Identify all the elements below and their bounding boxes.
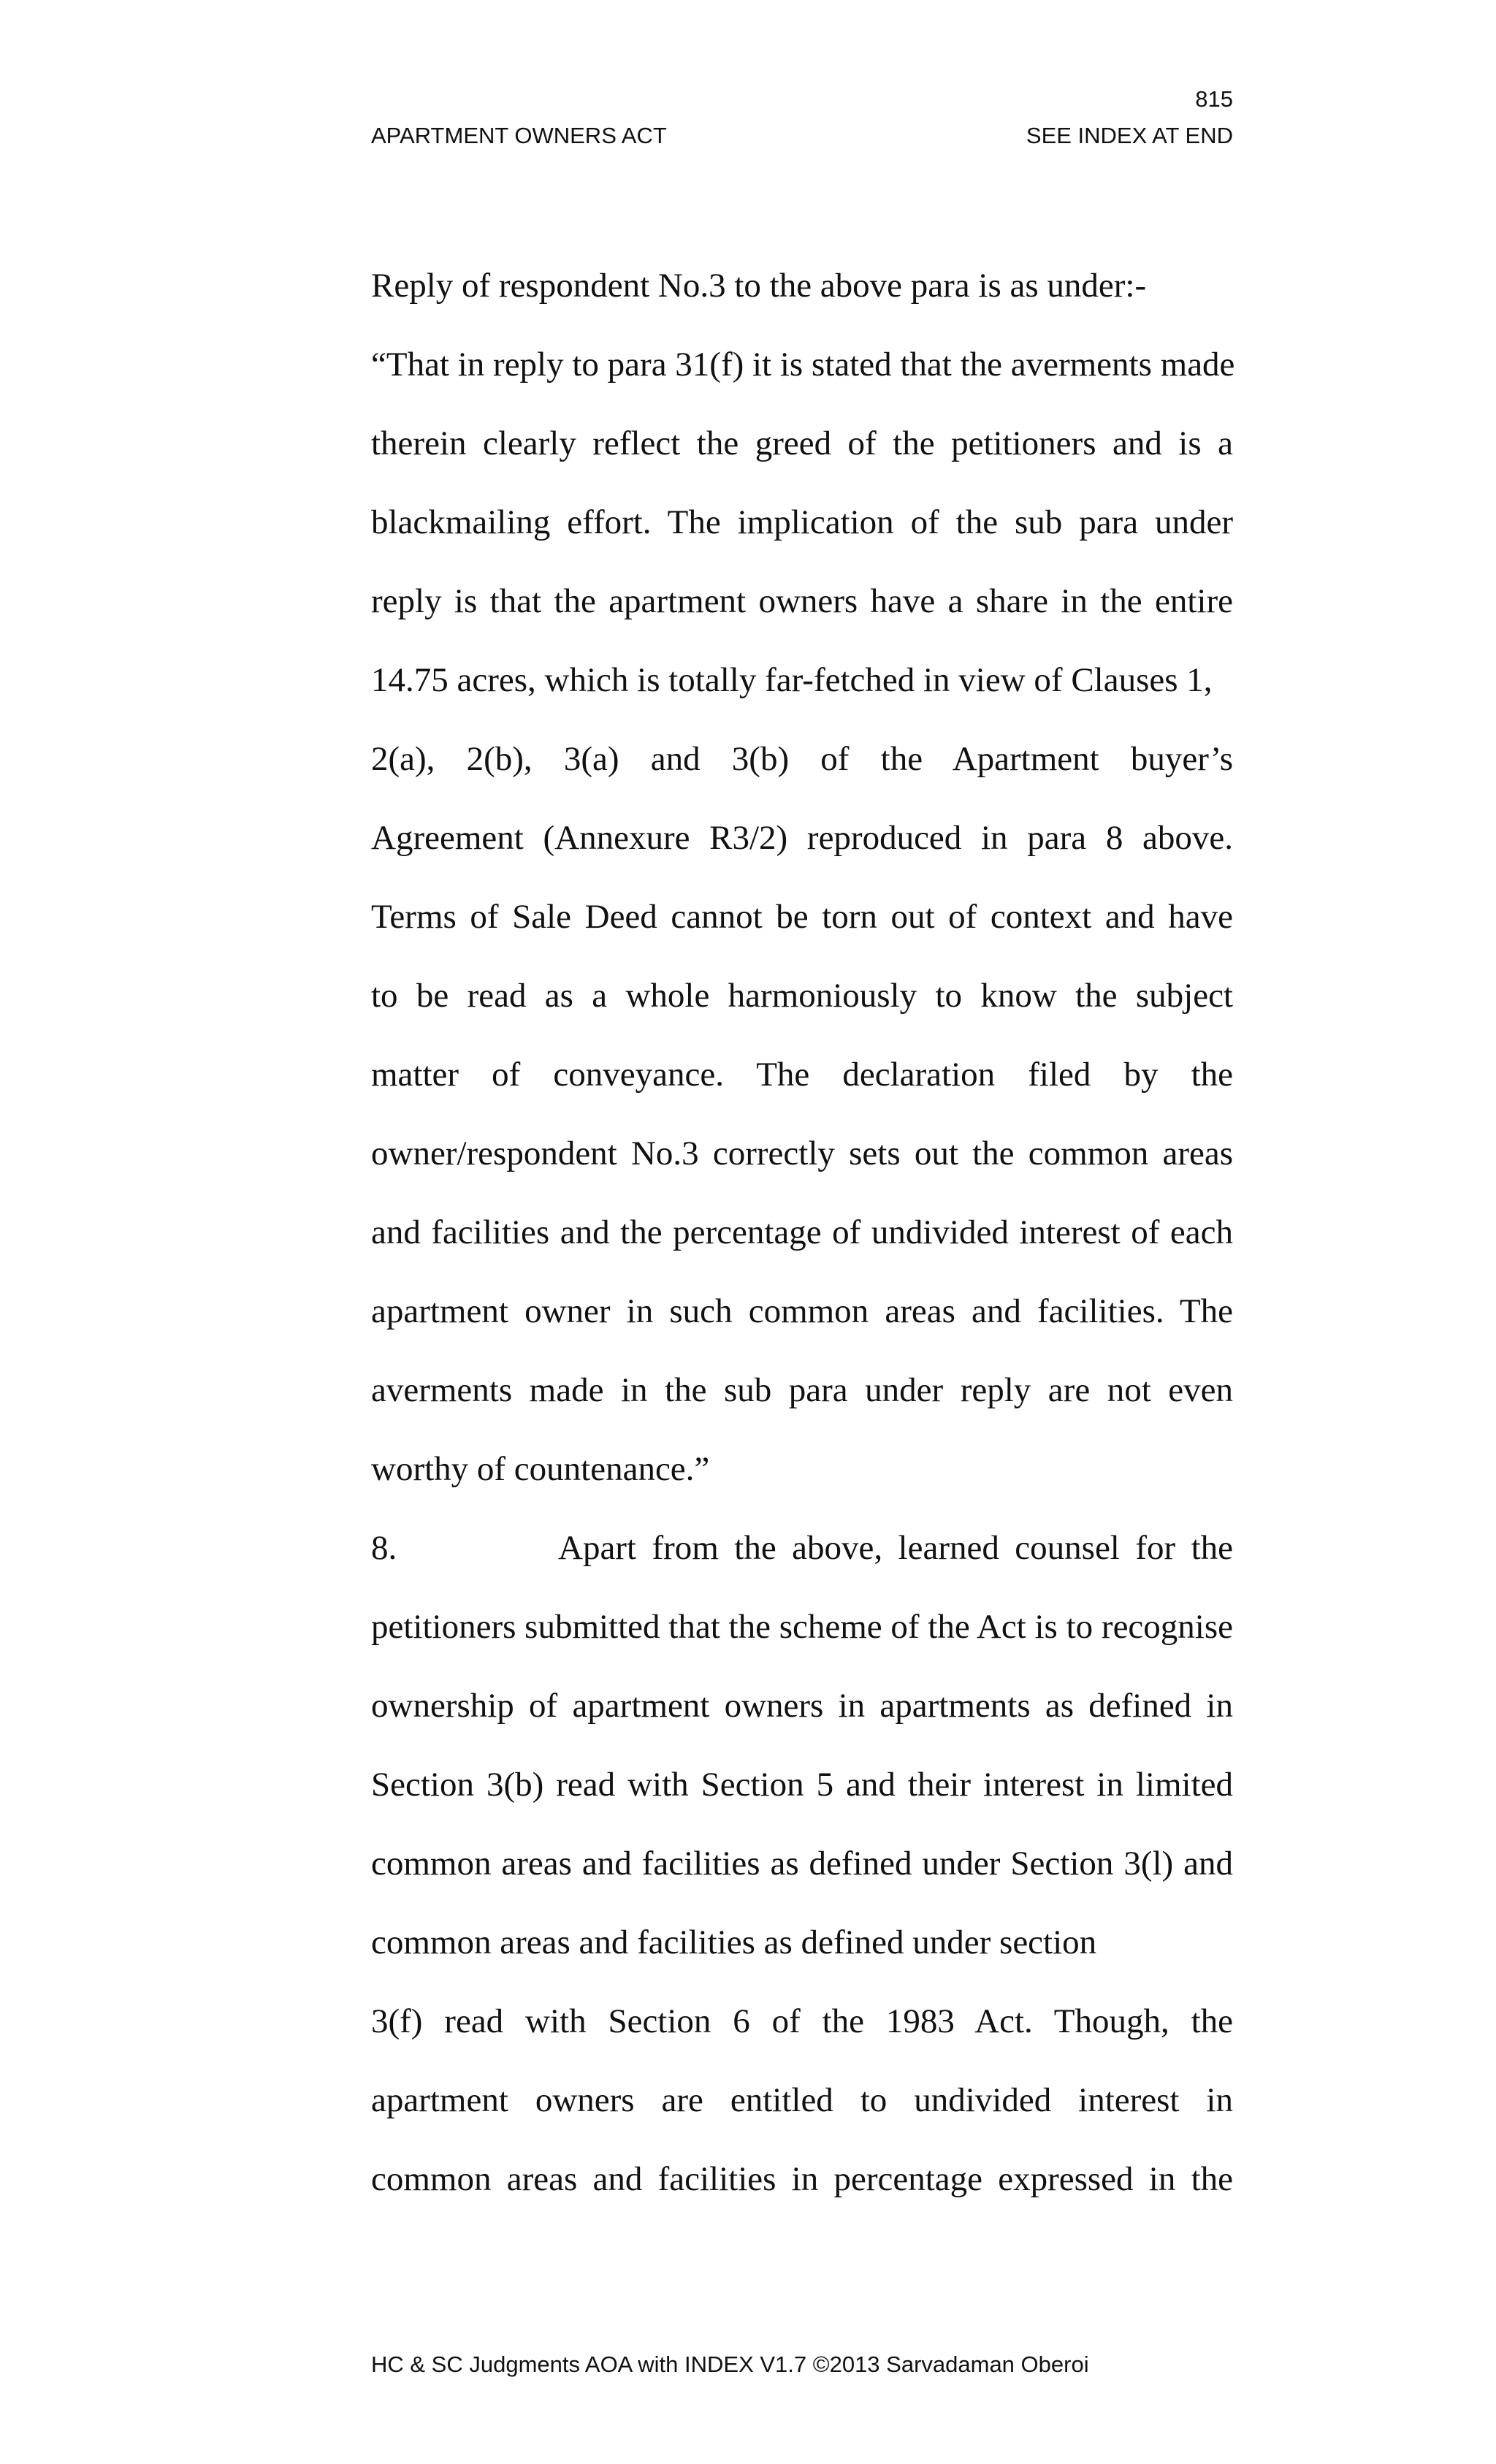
body-line: matter of conveyance. The declaration filed by the	[371, 1056, 1233, 1094]
body-line: to be read as a whole harmoniously to know the subject	[371, 977, 1233, 1015]
page-footer: HC & SC Judgments AOA with INDEX V1.7 ©2013 Sarvadaman Oberoi	[371, 2352, 1089, 2377]
body-line: common areas and facilities as defined under section	[371, 1923, 1097, 1961]
body-line: “That in reply to para 31(f) it is stated that the averments made	[371, 346, 1235, 384]
body-line: 3(f) read with Section 6 of the 1983 Act. Though, the	[371, 2002, 1233, 2040]
page-number: 815	[1195, 86, 1233, 112]
body-line: common areas and facilities in percentage expressed in the	[371, 2160, 1233, 2198]
body-line: worthy of countenance.”	[371, 1450, 710, 1488]
body-line: Terms of Sale Deed cannot be torn out of context and have	[371, 898, 1233, 936]
body-line: blackmailing effort. The implication of the sub para under	[371, 503, 1233, 541]
body-line: owner/respondent No.3 correctly sets out the common areas	[371, 1134, 1233, 1172]
body-line: petitioners submitted that the scheme of the Act is to recognise	[371, 1608, 1233, 1646]
paragraph-number: 8.	[371, 1529, 397, 1567]
body-line: common areas and facilities as defined under Section 3(l) and	[371, 1845, 1233, 1883]
body-line: apartment owners are entitled to undivided interest in	[371, 2081, 1233, 2119]
body-line: 2(a), 2(b), 3(a) and 3(b) of the Apartment buyer’s	[371, 740, 1233, 778]
body-line: averments made in the sub para under reply are not even	[371, 1371, 1233, 1409]
body-line: apartment owner in such common areas and facilities. The	[371, 1292, 1233, 1330]
body-line: 14.75 acres, which is totally far-fetched in view of Clauses 1,	[371, 661, 1213, 699]
body-line: therein clearly reflect the greed of the petitioners and is a	[371, 424, 1233, 462]
paragraph-8-first-line	[371, 1525, 1233, 1604]
document-body	[371, 263, 1233, 2235]
body-line-text: Apart from the above, learned counsel for the	[558, 1529, 1233, 1567]
running-header-title: APARTMENT OWNERS ACT	[371, 123, 667, 148]
body-line: Reply of respondent No.3 to the above para is as under:-	[371, 267, 1147, 305]
body-line: Section 3(b) read with Section 5 and their interest in limited	[371, 1766, 1233, 1804]
body-line: reply is that the apartment owners have a share in the entire	[371, 582, 1233, 620]
body-line: ownership of apartment owners in apartments as defined in	[371, 1687, 1233, 1725]
body-line: Agreement (Annexure R3/2) reproduced in para 8 above.	[371, 819, 1233, 857]
running-header-index-note: SEE INDEX AT END	[1026, 123, 1233, 148]
body-line: and facilities and the percentage of undivided interest of each	[371, 1213, 1233, 1251]
